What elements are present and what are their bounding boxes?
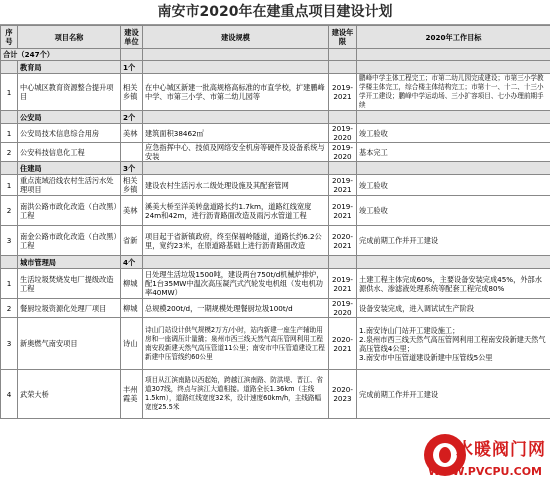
row-scale: 诗山门站设计供气规模2万方/小时，站内新建一座生产辅助用房和一座调压计量撬；泉州市西三线天然气高压管网利用工程南安段新建天然气高压管道11公里；南安市中压管道建设工程新建中压管线约60公里 bbox=[143, 318, 329, 370]
row-scale: 项目从江滨南路以西起始，跨越江滨南路、防洪堤、晋江、省道307线，终点与滨江大道相接。道路全长1.36km（主线1.5km），道路红线宽度32米，设计速度60km/h，主线路幅宽度25.5米 bbox=[143, 370, 329, 419]
row-scale: 建设农村生活污水二级处理设施及其配套管网 bbox=[143, 175, 329, 196]
table-row bbox=[1, 143, 550, 162]
row-scale: 总规模200t/d，一期规模处理餐厨垃圾100t/d bbox=[143, 299, 329, 318]
row-name: 公安局技术信息综合用房 bbox=[18, 124, 121, 143]
row-scale: 溪美大桥至洋美转盘道路长约1.7km，道路红线宽度24m和42m，进行沥青路面改造及雨污水管道工程 bbox=[143, 196, 329, 226]
row-no: 1 bbox=[1, 74, 18, 111]
summary-label: 合计（247个） bbox=[1, 49, 121, 61]
row-scale: 日处理生活垃圾1500吨，建设两台750t/d机械炉排炉，配1台35MW中温次高压凝汽式汽轮发电机组（发电机功率40MW） bbox=[143, 269, 329, 299]
row-goal: 设备安装完成，进入调试试生产阶段 bbox=[357, 299, 550, 318]
row-unit: 省新 bbox=[121, 226, 143, 256]
row-period: 2019-2021 bbox=[329, 175, 357, 196]
section-name: 住建局 bbox=[18, 162, 121, 175]
header-period: 建设年限 bbox=[329, 26, 357, 49]
row-no: 3 bbox=[1, 318, 18, 370]
row-goal: 完成前期工作并开工建设 bbox=[357, 226, 550, 256]
table-row bbox=[1, 269, 550, 299]
row-unit: 丰州霞美 bbox=[121, 370, 143, 419]
section-row bbox=[1, 256, 550, 269]
section-count: 1个 bbox=[121, 61, 143, 74]
row-scale: 项目起于省新镇政府，终至保福岭隧道，道路长约6.2公里，宽约23米，在原道路基础上进行沥青路面改造 bbox=[143, 226, 329, 256]
row-name: 中心城区教育资源整合提升项目 bbox=[18, 74, 121, 111]
section-count: 2个 bbox=[121, 111, 143, 124]
watermark-url: WWW.PVCPU.COM bbox=[428, 465, 542, 478]
watermark bbox=[430, 422, 550, 484]
row-name: 南金公路市政化改造（白改黑）工程 bbox=[18, 226, 121, 256]
row-unit: 美林 bbox=[121, 124, 143, 143]
row-goal: 基本完工 bbox=[357, 143, 550, 162]
row-period: 2019-2020 bbox=[329, 143, 357, 162]
row-unit: 柳城 bbox=[121, 269, 143, 299]
row-goal: 竣工验收 bbox=[357, 196, 550, 226]
row-period: 2020-2021 bbox=[329, 226, 357, 256]
header-scale: 建设规模 bbox=[143, 26, 329, 49]
table-header-row bbox=[1, 26, 550, 49]
header-unit: 建设单位 bbox=[121, 26, 143, 49]
section-row bbox=[1, 111, 550, 124]
row-no: 2 bbox=[1, 143, 18, 162]
header-goal: 2020年工作目标 bbox=[357, 26, 550, 49]
row-unit bbox=[121, 143, 143, 162]
table-row bbox=[1, 370, 550, 419]
section-name: 公安局 bbox=[18, 111, 121, 124]
row-period: 2019-2020 bbox=[329, 299, 357, 318]
section-row bbox=[1, 61, 550, 74]
section-name: 城市管理局 bbox=[18, 256, 121, 269]
row-period: 2019-2020 bbox=[329, 124, 357, 143]
row-name: 生活垃圾焚烧发电厂提级改造工程 bbox=[18, 269, 121, 299]
section-count: 3个 bbox=[121, 162, 143, 175]
table-row bbox=[1, 226, 550, 256]
row-no: 2 bbox=[1, 299, 18, 318]
table-row bbox=[1, 299, 550, 318]
row-unit: 柳城 bbox=[121, 299, 143, 318]
row-period: 2019-2021 bbox=[329, 269, 357, 299]
row-unit: 美林 bbox=[121, 196, 143, 226]
row-name: 重点流域沿线农村生活污水处理项目 bbox=[18, 175, 121, 196]
row-scale: 应急指挥中心、技侦及网络安全机房等硬件及设备系统与安装 bbox=[143, 143, 329, 162]
row-period: 2019-2021 bbox=[329, 74, 357, 111]
row-no: 4 bbox=[1, 370, 18, 419]
table-row bbox=[1, 196, 550, 226]
table-row bbox=[1, 175, 550, 196]
row-name: 南洪公路市政化改造（白改黑）工程 bbox=[18, 196, 121, 226]
row-period: 2019-2021 bbox=[329, 196, 357, 226]
row-goal: 完成前期工作并开工建设 bbox=[357, 370, 550, 419]
row-period: 2020-2023 bbox=[329, 370, 357, 419]
row-name: 新奥燃气南安项目 bbox=[18, 318, 121, 370]
row-scale: 在中心城区新建一批高规格高标准的市直学校，扩建鹏峰中学、市第三小学、市第二幼儿园等 bbox=[143, 74, 329, 111]
header-name: 项目名称 bbox=[18, 26, 121, 49]
section-row bbox=[1, 162, 550, 175]
table-row bbox=[1, 124, 550, 143]
row-goal: 竣工验收 bbox=[357, 124, 550, 143]
row-no: 1 bbox=[1, 124, 18, 143]
section-count: 4个 bbox=[121, 256, 143, 269]
row-no: 3 bbox=[1, 226, 18, 256]
row-name: 公安科技信息化工程 bbox=[18, 143, 121, 162]
row-goal: 土建工程主体完成60%，主要设备安装完成45%，外部水源供水、渗滤液处理系统等配套工程完成80% bbox=[357, 269, 550, 299]
table-row bbox=[1, 74, 550, 111]
page-title: 南安市2020年在建重点项目建设计划 bbox=[0, 0, 550, 25]
project-table bbox=[0, 25, 550, 419]
row-goal: 1.南安诗山门站开工建设施工； 2.泉州市西三线天然气高压管网利用工程南安段新建天然气高压管线4公里； 3.南安市中压管道建设新建中压管线5公里 bbox=[357, 318, 550, 370]
row-goal: 鹏峰中学主体工程完工；市第二幼儿园完成建设；市第三小学教学楼主体完工，综合楼主体结构完工；市第十一、十二、十三小学开工建设；鹏峰中学运动场、三小扩容项目、七小办理前期手续 bbox=[357, 74, 550, 111]
table-row bbox=[1, 318, 550, 370]
row-name: 餐厨垃圾资源化处理厂项目 bbox=[18, 299, 121, 318]
row-no: 2 bbox=[1, 196, 18, 226]
row-period: 2020-2021 bbox=[329, 318, 357, 370]
row-scale: 建筑面积38462㎡ bbox=[143, 124, 329, 143]
row-no: 1 bbox=[1, 175, 18, 196]
row-unit: 相关乡镇 bbox=[121, 74, 143, 111]
row-goal: 竣工验收 bbox=[357, 175, 550, 196]
row-unit: 诗山 bbox=[121, 318, 143, 370]
section-name: 教育局 bbox=[18, 61, 121, 74]
header-no: 序号 bbox=[1, 26, 18, 49]
row-unit: 相关乡镇 bbox=[121, 175, 143, 196]
row-name: 武荣大桥 bbox=[18, 370, 121, 419]
watermark-text: 水暖阀门网 bbox=[456, 440, 546, 460]
summary-row bbox=[1, 49, 550, 61]
row-no: 1 bbox=[1, 269, 18, 299]
